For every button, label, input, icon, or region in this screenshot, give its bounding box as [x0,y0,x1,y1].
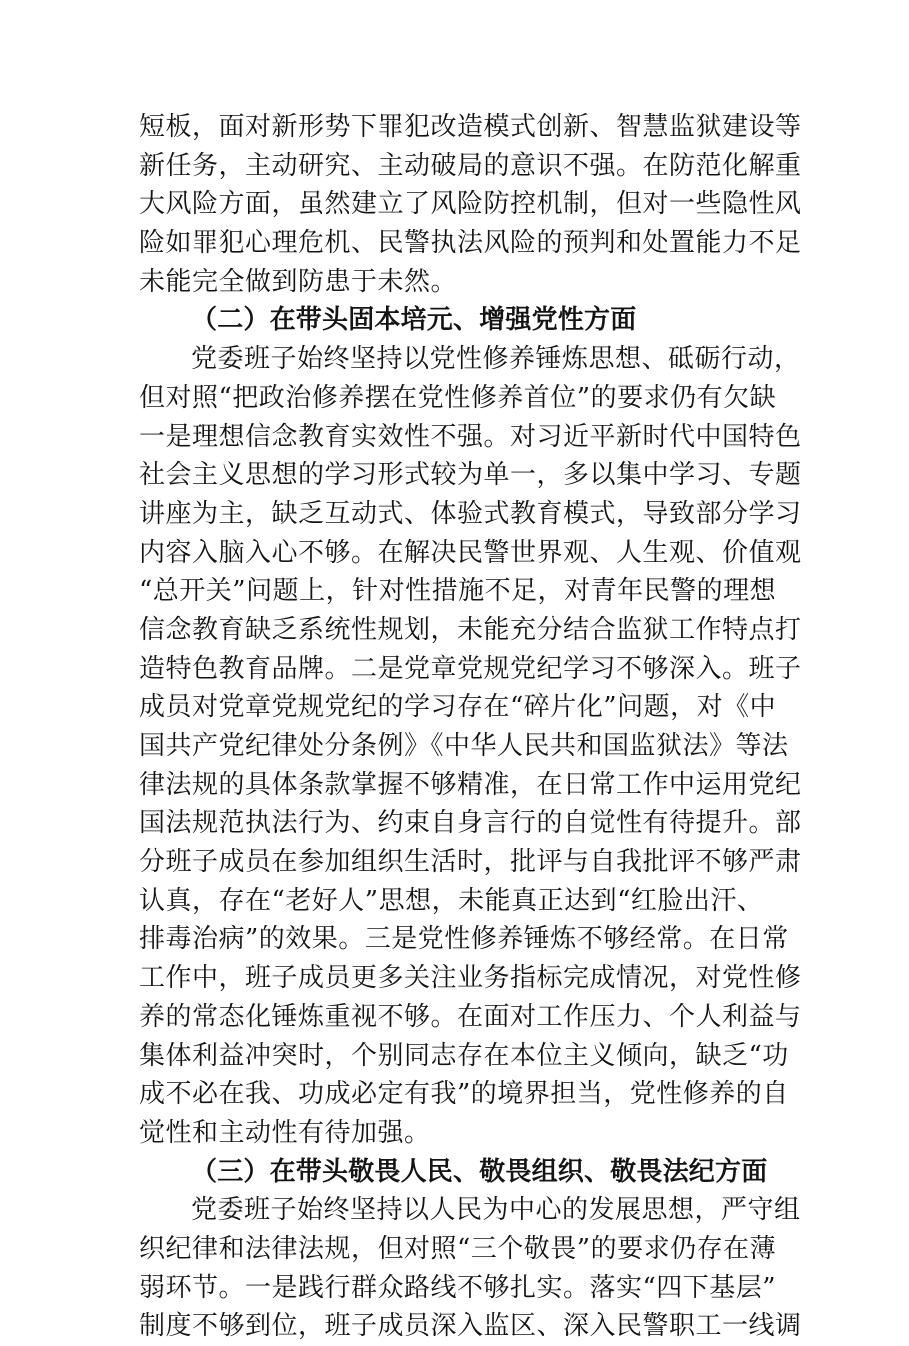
body-line: 短板，面对新形势下罪犯改造模式创新、智慧监狱建设等 [139,112,802,142]
body-line: 认真，存在“老好人”思想，未能真正达到“红脸出汗、 [139,885,764,916]
paragraph-first-line: 党委班子始终坚持以人民为中心的发展思想，严守组 [191,1195,801,1226]
section-heading-2: （二）在带头固本培元、增强党性方面 [191,305,637,336]
body-line: 律法规的具体条款掌握不够精准，在日常工作中运用党纪 [139,769,802,800]
body-line: 弱环节。一是践行群众路线不够扎实。落实“四下基层” [139,1272,777,1303]
body-line: 险如罪犯心理危机、民警执法风险的预判和处置能力不足 [139,228,802,259]
body-line: 社会主义思想的学习形式较为单一，多以集中学习、专题 [139,460,802,491]
body-line: 成员对党章党规党纪的学习存在“碎片化”问题，对《中 [139,692,777,723]
body-line: 未能完全做到防患于未然。 [139,266,458,297]
body-line: 大风险方面，虽然建立了风险防控机制，但对一些隐性风 [139,189,802,220]
body-line: 分班子成员在参加组织生活时，批评与自我批评不够严肃 [139,847,802,878]
body-line: 织纪律和法律法规，但对照“三个敬畏”的要求仍存在薄 [139,1233,777,1264]
body-line: 排毒治病”的效果。三是党性修养锤炼不够经常。在日常 [139,924,789,955]
body-line: 成不必在我、功成必定有我”的境界担当，党性修养的自 [139,1079,789,1110]
body-line: 信念教育缺乏系统性规划，未能充分结合监狱工作特点打 [139,614,802,645]
body-line: 觉性和主动性有待加强。 [139,1117,431,1148]
body-line: 内容入脑入心不够。在解决民警世界观、人生观、价值观 [139,537,802,568]
body-line: 讲座为主，缺乏互动式、体验式教育模式，导致部分学习 [139,498,802,529]
body-line: 但对照“把政治修养摆在党性修养首位”的要求仍有欠缺 [139,382,777,413]
body-line: 工作中，班子成员更多关注业务指标完成情况，对党性修 [139,963,802,994]
body-line: 制度不够到位，班子成员深入监区、深入民警职工一线调 [139,1311,802,1342]
body-line: 新任务，主动研究、主动破局的意识不强。在防范化解重 [139,150,802,181]
paragraph-first-line: 党委班子始终坚持以党性修养锤炼思想、砥砺行动， [191,344,801,375]
body-line: 国法规范执法行为、约束自身言行的自觉性有待提升。部 [139,808,802,839]
body-line: 一是理想信念教育实效性不强。对习近平新时代中国特色 [139,421,802,452]
body-line: 国共产党纪律处分条例》《中华人民共和国监狱法》等法 [139,731,789,761]
body-line: 集体利益冲突时，个别同志存在本位主义倾向，缺乏“功 [139,1040,789,1071]
section-heading-3: （三）在带头敬畏人民、敬畏组织、敬畏法纪方面 [191,1156,768,1187]
document-body [139,108,802,1346]
body-line: “总开关”问题上，针对性措施不足，对青年民警的理想 [139,576,777,607]
body-line: 养的常态化锤炼重视不够。在面对工作压力、个人利益与 [139,1001,802,1032]
body-line: 造特色教育品牌。二是党章党规党纪学习不够深入。班子 [139,653,802,684]
